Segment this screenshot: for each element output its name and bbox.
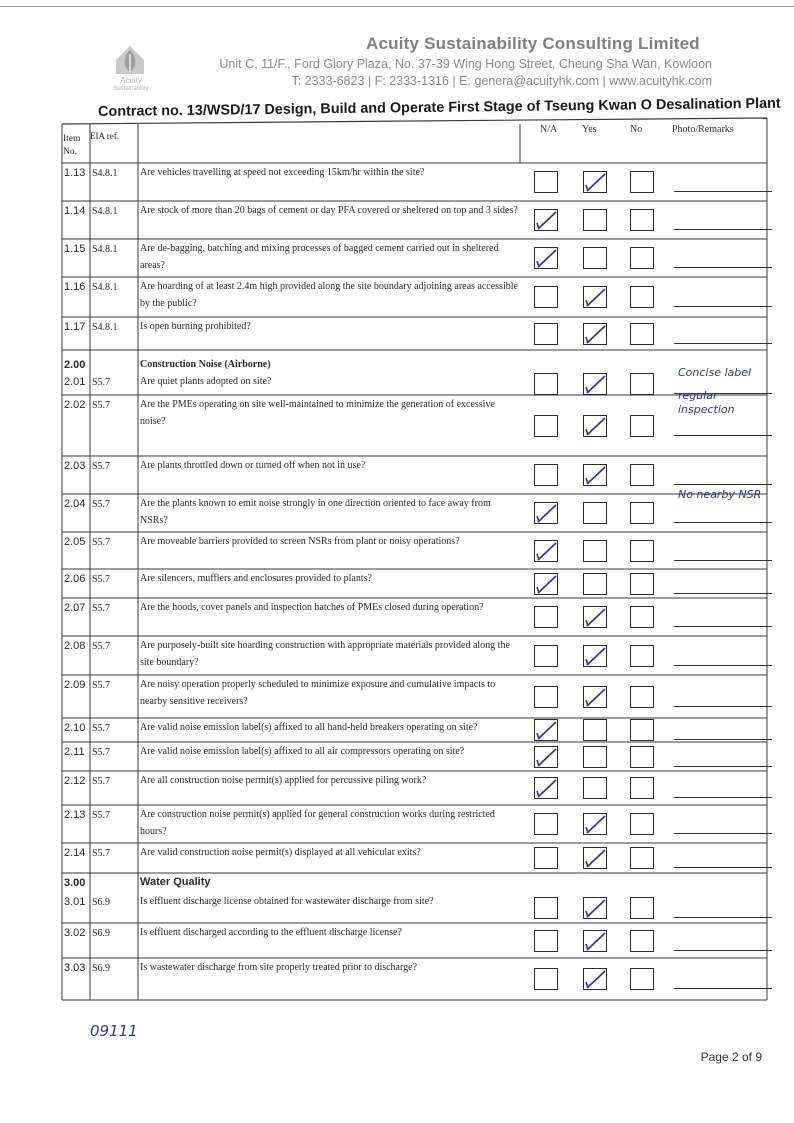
column-item: Item No. xyxy=(63,134,81,157)
remarks-line xyxy=(674,665,772,666)
item-number: 2.07 xyxy=(64,602,86,614)
checkbox-not-applicable[interactable] xyxy=(534,573,558,595)
checkbox-no[interactable] xyxy=(630,286,654,308)
checkbox-no[interactable] xyxy=(630,502,654,524)
eia-ref: S5.7 xyxy=(92,641,111,652)
checkbox-yes[interactable] xyxy=(583,719,607,741)
item-number: 2.06 xyxy=(64,573,86,585)
handwritten-remark: regular inspection xyxy=(678,389,735,416)
eia-ref: S6.9 xyxy=(92,963,111,974)
eia-ref: S5.7 xyxy=(92,537,111,548)
checkbox-yes[interactable] xyxy=(583,209,607,231)
checkbox-no[interactable] xyxy=(630,415,654,437)
checklist-question: Are de-bagging, batching and mixing processes of bagged cement carried out in sheltered areas? xyxy=(140,243,499,271)
checkbox-not-applicable[interactable] xyxy=(534,209,558,231)
check-tick-icon xyxy=(535,248,559,270)
checkbox-no[interactable] xyxy=(630,813,654,835)
document-title: Contract no. 13/WSD/17 Design, Build and Operate First Stage of Tseung Kwan O Desalination Plant xyxy=(98,95,781,120)
check-tick-icon xyxy=(584,172,608,194)
checklist-question: Are valid noise emission label(s) affixed to all air compressors operating on site? xyxy=(140,746,465,757)
item-number: 2.11 xyxy=(64,746,85,758)
checklist-question: Is wastewater discharge from site properly treated prior to discharge? xyxy=(140,962,418,973)
column-no: No xyxy=(630,124,643,135)
check-tick-icon xyxy=(584,848,608,870)
checkbox-no[interactable] xyxy=(630,645,654,667)
checkbox-yes[interactable] xyxy=(583,502,607,524)
check-tick-icon xyxy=(584,931,608,953)
checkbox-yes[interactable] xyxy=(583,777,607,799)
item-number: 1.15 xyxy=(64,243,86,255)
checkbox-yes[interactable] xyxy=(583,540,607,562)
item-number: 2.00 xyxy=(64,359,86,371)
item-number: 2.02 xyxy=(64,399,86,411)
checkbox-yes[interactable] xyxy=(583,573,607,595)
item-number: 2.03 xyxy=(64,460,86,472)
checklist-question: Are the plants known to emit noise strongly in one direction oriented to face away from NSRs? xyxy=(140,498,491,526)
check-tick-icon xyxy=(584,374,608,396)
checkbox-not-applicable[interactable] xyxy=(534,606,558,628)
remarks-line xyxy=(674,306,772,307)
checkbox-yes[interactable] xyxy=(583,247,607,269)
checkbox-yes[interactable] xyxy=(583,930,607,952)
item-number: 2.12 xyxy=(64,775,86,787)
eia-ref: S5.7 xyxy=(92,603,111,614)
check-tick-icon xyxy=(584,898,608,920)
remarks-line xyxy=(674,191,772,192)
checkbox-yes[interactable] xyxy=(583,286,607,308)
item-number: 1.14 xyxy=(64,205,86,217)
check-tick-icon xyxy=(535,574,559,596)
checkbox-not-applicable[interactable] xyxy=(534,373,558,395)
checkbox-not-applicable[interactable] xyxy=(534,847,558,869)
checkbox-no[interactable] xyxy=(630,606,654,628)
checklist-question: Is open burning prohibited? xyxy=(140,321,251,332)
checkbox-yes[interactable] xyxy=(583,606,607,628)
remarks-line xyxy=(674,484,772,485)
eia-ref: S5.7 xyxy=(92,400,111,411)
column-na: N/A xyxy=(540,124,558,135)
checklist-question: Are hoarding of at least 2.4m high provided along the site boundary adjoining areas accessible by the public? xyxy=(140,281,518,309)
section-heading: Construction Noise (Airborne) xyxy=(140,359,271,370)
remarks-line xyxy=(674,267,772,268)
checklist-question: Are construction noise permit(s) applied for general construction works during restricted hours? xyxy=(140,809,495,837)
checkbox-not-applicable[interactable] xyxy=(534,686,558,708)
item-number: 1.17 xyxy=(64,321,86,333)
item-number: 3.00 xyxy=(64,877,86,889)
checkbox-no[interactable] xyxy=(630,464,654,486)
check-tick-icon xyxy=(535,210,559,232)
handwritten-remark: No nearby NSR xyxy=(678,488,762,501)
eia-ref: S5.7 xyxy=(92,574,111,585)
item-number: 3.01 xyxy=(64,896,86,908)
check-tick-icon xyxy=(584,646,608,668)
item-number: 1.13 xyxy=(64,167,86,179)
remarks-line xyxy=(674,739,772,740)
checkbox-not-applicable[interactable] xyxy=(534,286,558,308)
checkbox-yes[interactable] xyxy=(583,968,607,990)
checklist-question: Is effluent discharged according to the effluent discharge license? xyxy=(140,927,402,938)
remarks-line xyxy=(674,950,772,951)
checkbox-not-applicable[interactable] xyxy=(534,247,558,269)
checklist-question: Are vehicles travelling at speed not exceeding 15km/hr within the site? xyxy=(140,167,425,178)
checkbox-no[interactable] xyxy=(630,847,654,869)
checkbox-not-applicable[interactable] xyxy=(534,502,558,524)
eia-ref: S5.7 xyxy=(92,776,111,787)
remarks-line xyxy=(674,435,772,436)
item-number: 1.16 xyxy=(64,281,86,293)
checklist-question: Are silencers, mufflers and enclosures provided to plants? xyxy=(140,573,372,584)
company-address: Unit C, 11/F., Ford Glory Plaza, No. 37-39 Wing Hong Street, Cheung Sha Wan, Kowloon T: 2333-6823 | F: 2333-1316 | E: genera@acuityhk.com | www.acuityhk.com xyxy=(219,57,712,88)
check-tick-icon xyxy=(584,607,608,629)
checkbox-no[interactable] xyxy=(630,897,654,919)
item-number: 3.03 xyxy=(64,962,86,974)
check-tick-icon xyxy=(584,687,608,709)
checklist-question: Are plants throttled down or turned off when not in use? xyxy=(140,460,366,471)
remarks-line xyxy=(674,343,772,344)
eia-ref: S6.9 xyxy=(92,928,111,939)
remarks-line xyxy=(674,867,772,868)
eia-ref: S5.7 xyxy=(92,747,111,758)
item-number: 2.14 xyxy=(64,847,86,859)
checklist-question: Is effluent discharge license obtained for wastewater discharge from site? xyxy=(140,896,434,907)
check-tick-icon xyxy=(584,416,608,438)
remarks-line xyxy=(674,917,772,918)
check-tick-icon xyxy=(584,465,608,487)
checklist-question: Are the PMEs operating on site well-maintained to minimize the generation of excessive noise? xyxy=(140,399,495,427)
remarks-line xyxy=(674,229,772,230)
checklist-question: Are noisy operation properly scheduled to minimize exposure and cumulative impacts to nearby sensitive receivers? xyxy=(140,679,496,707)
eia-ref: S6.9 xyxy=(92,897,111,908)
checkbox-no[interactable] xyxy=(630,930,654,952)
checklist-question: Are quiet plants adopted on site? xyxy=(140,376,272,387)
remarks-line xyxy=(674,626,772,627)
checkbox-not-applicable[interactable] xyxy=(534,645,558,667)
check-tick-icon xyxy=(584,814,608,836)
eia-ref: S5.7 xyxy=(92,499,111,510)
remarks-line xyxy=(674,766,772,767)
checkbox-no[interactable] xyxy=(630,719,654,741)
checklist-question: Are the hoods, cover panels and inspection hatches of PMEs closed during operation? xyxy=(140,602,484,613)
checklist-question: Are valid noise emission label(s) affixed to all hand-held breakers operating on site? xyxy=(140,722,478,733)
checkbox-not-applicable[interactable] xyxy=(534,930,558,952)
check-tick-icon xyxy=(535,541,559,563)
checkbox-no[interactable] xyxy=(630,968,654,990)
remarks-line xyxy=(674,522,772,523)
remarks-line xyxy=(674,988,772,989)
item-number: 2.01 xyxy=(64,376,86,388)
remarks-line xyxy=(674,706,772,707)
checkbox-no[interactable] xyxy=(630,746,654,768)
checkbox-not-applicable[interactable] xyxy=(534,415,558,437)
item-number: 2.08 xyxy=(64,640,86,652)
handwritten-remark: Concise label xyxy=(678,366,752,379)
eia-ref: S4.8.1 xyxy=(92,244,118,255)
eia-ref: S5.7 xyxy=(92,810,111,821)
eia-ref: S4.8.1 xyxy=(92,168,118,179)
checkbox-yes[interactable] xyxy=(583,171,607,193)
remarks-line xyxy=(674,833,772,834)
eia-ref: S5.7 xyxy=(92,848,111,859)
item-number: 2.05 xyxy=(64,536,86,548)
checkbox-yes[interactable] xyxy=(583,686,607,708)
check-tick-icon xyxy=(535,747,559,769)
logo-wordmark: Acuity Sustainability xyxy=(113,76,149,92)
check-tick-icon xyxy=(584,969,608,991)
checkbox-not-applicable[interactable] xyxy=(534,464,558,486)
company-name: Acuity Sustainability Consulting Limited xyxy=(366,34,700,53)
checklist-question: Are moveable barriers provided to screen NSRs from plant or noisy operations? xyxy=(140,536,460,547)
checkbox-no[interactable] xyxy=(630,686,654,708)
checkbox-no[interactable] xyxy=(630,209,654,231)
section-heading: Water Quality xyxy=(140,876,211,888)
checkbox-not-applicable[interactable] xyxy=(534,897,558,919)
item-number: 2.13 xyxy=(64,809,86,821)
checkbox-yes[interactable] xyxy=(583,645,607,667)
checkbox-no[interactable] xyxy=(630,323,654,345)
eia-ref: S4.8.1 xyxy=(92,282,118,293)
checkbox-yes[interactable] xyxy=(583,847,607,869)
remarks-line xyxy=(674,797,772,798)
column-yes: Yes xyxy=(582,124,597,135)
page-number: Page 2 of 9 xyxy=(700,1050,762,1064)
checkbox-yes[interactable] xyxy=(583,415,607,437)
checkbox-not-applicable[interactable] xyxy=(534,171,558,193)
eia-ref: S5.7 xyxy=(92,680,111,691)
checkbox-not-applicable[interactable] xyxy=(534,968,558,990)
checklist-question: Are purposely-built site hoarding construction with appropriate materials provided along the site boundary? xyxy=(140,640,510,668)
checkbox-no[interactable] xyxy=(630,247,654,269)
checkbox-not-applicable[interactable] xyxy=(534,813,558,835)
remarks-line xyxy=(674,593,772,594)
checkbox-no[interactable] xyxy=(630,540,654,562)
checkbox-no[interactable] xyxy=(630,373,654,395)
checkbox-not-applicable[interactable] xyxy=(534,777,558,799)
checkbox-yes[interactable] xyxy=(583,323,607,345)
check-tick-icon xyxy=(584,324,608,346)
remarks-line xyxy=(674,560,772,561)
checkbox-no[interactable] xyxy=(630,777,654,799)
checkbox-yes[interactable] xyxy=(583,813,607,835)
check-tick-icon xyxy=(535,503,559,525)
checkbox-yes[interactable] xyxy=(583,897,607,919)
check-tick-icon xyxy=(584,287,608,309)
checkbox-no[interactable] xyxy=(630,171,654,193)
checkbox-not-applicable[interactable] xyxy=(534,719,558,741)
check-tick-icon xyxy=(535,720,559,742)
item-number: 2.04 xyxy=(64,498,86,510)
checkbox-not-applicable[interactable] xyxy=(534,540,558,562)
checkbox-yes[interactable] xyxy=(583,373,607,395)
eia-ref: S4.8.1 xyxy=(92,322,118,333)
item-number: 3.02 xyxy=(64,927,86,939)
table-top-border xyxy=(62,118,767,124)
eia-ref: S4.8.1 xyxy=(92,206,118,217)
handwritten-code: 09111 xyxy=(90,1022,138,1040)
item-number: 2.10 xyxy=(64,722,86,734)
checklist-question: Are valid construction noise permit(s) displayed at all vehicular exits? xyxy=(140,847,421,858)
column-eia-ref: EIA ref. xyxy=(90,131,119,141)
checkbox-not-applicable[interactable] xyxy=(534,746,558,768)
checklist-question: Are all construction noise permit(s) applied for percussive piling work? xyxy=(140,775,427,786)
check-tick-icon xyxy=(535,778,559,800)
checkbox-yes[interactable] xyxy=(583,746,607,768)
checkbox-yes[interactable] xyxy=(583,464,607,486)
eia-ref: S5.7 xyxy=(92,461,111,472)
column-remarks: Photo/Remarks xyxy=(672,124,734,135)
eia-ref: S5.7 xyxy=(92,377,111,388)
checkbox-no[interactable] xyxy=(630,573,654,595)
item-number: 2.09 xyxy=(64,679,86,691)
eia-ref: S5.7 xyxy=(92,723,111,734)
checkbox-not-applicable[interactable] xyxy=(534,323,558,345)
checklist-question: Are stock of more than 20 bags of cement or day PFA covered or sheltered on top and 3 sides? xyxy=(140,205,518,216)
